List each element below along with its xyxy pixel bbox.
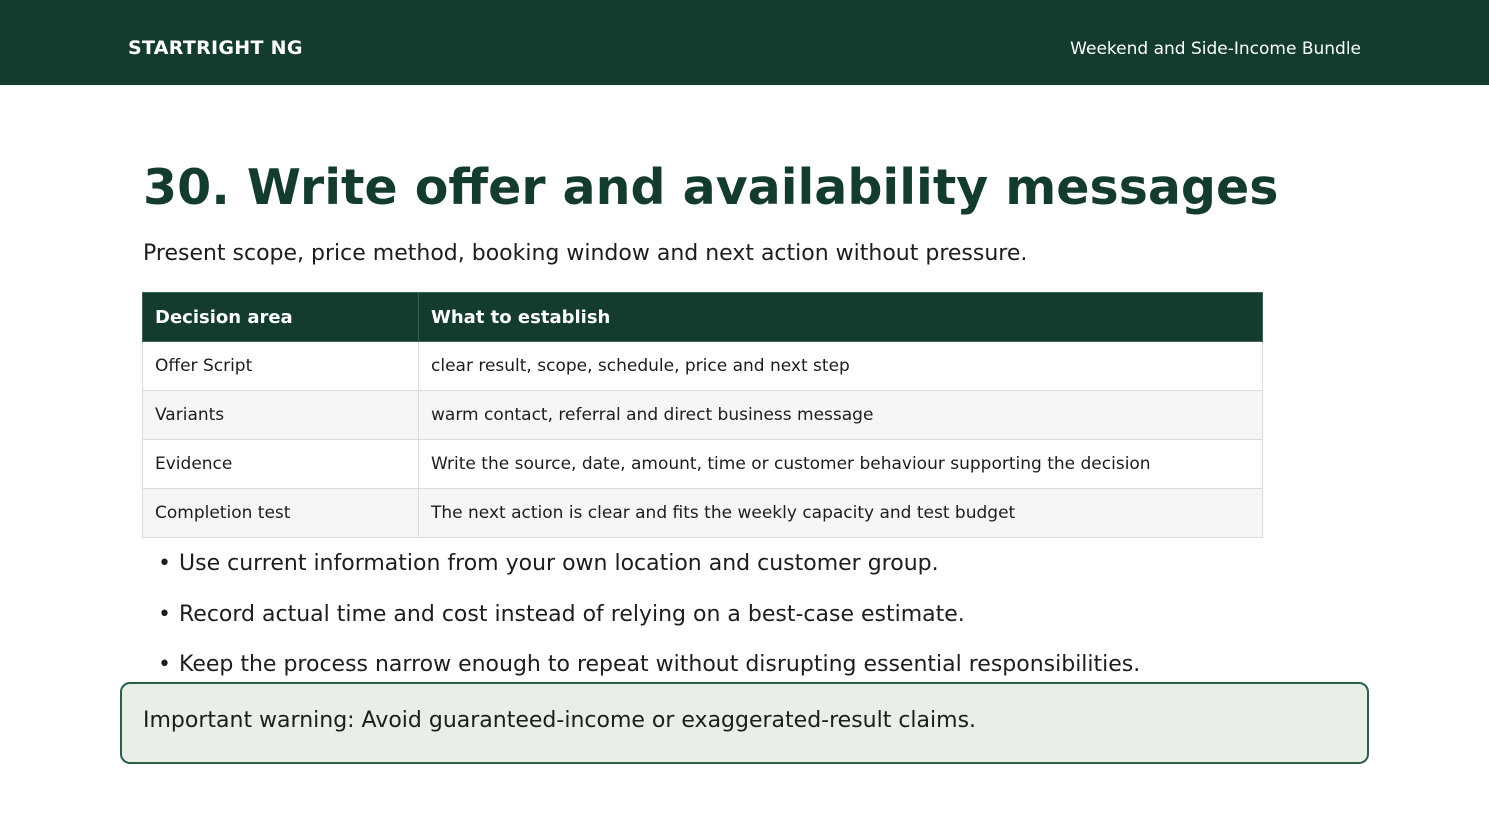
bullet-text: Record actual time and cost instead of relying on a best-case estimate. xyxy=(179,601,965,627)
slide-subtitle: Present scope, price method, booking window and next action without pressure. xyxy=(143,241,1028,266)
table-cell-detail: The next action is clear and fits the weekly capacity and test budget xyxy=(419,489,1263,538)
table-cell-detail: clear result, scope, schedule, price and next step xyxy=(419,342,1263,391)
table-row xyxy=(143,440,1263,489)
table-cell-area: Completion test xyxy=(143,489,419,538)
table-cell-area: Offer Script xyxy=(143,342,419,391)
table-cell-area: Variants xyxy=(143,391,419,440)
bullet-text: Use current information from your own location and customer group. xyxy=(179,551,939,576)
table-row xyxy=(143,391,1263,440)
bullet-text: Keep the process narrow enough to repeat without disrupting essential responsibilities. xyxy=(179,652,1141,677)
table-row xyxy=(143,489,1263,538)
bundle-name: Weekend and Side-Income Bundle xyxy=(1070,39,1361,59)
column-header-what-to-establish: What to establish xyxy=(419,293,1263,342)
column-header-decision-area: Decision area xyxy=(143,293,419,342)
table-cell-area: Evidence xyxy=(143,440,419,489)
table-row xyxy=(143,342,1263,391)
bullet-icon: • xyxy=(158,652,171,677)
top-banner xyxy=(0,0,1489,85)
warning-text: Important warning: Avoid guaranteed-income or exaggerated-result claims. xyxy=(143,708,977,733)
list-item xyxy=(158,601,1140,652)
bullet-icon: • xyxy=(158,551,171,576)
bullet-icon: • xyxy=(158,601,171,627)
decision-table xyxy=(142,292,1263,538)
list-item xyxy=(158,550,1140,601)
warning-callout xyxy=(120,682,1369,764)
bullet-list xyxy=(158,550,1140,702)
table-header-row xyxy=(143,293,1263,342)
table-cell-detail: warm contact, referral and direct business message xyxy=(419,391,1263,440)
brand-name: STARTRIGHT NG xyxy=(128,37,303,59)
slide-title: 30. Write offer and availability messages xyxy=(143,159,1279,216)
table-cell-detail: Write the source, date, amount, time or customer behaviour supporting the decision xyxy=(419,440,1263,489)
